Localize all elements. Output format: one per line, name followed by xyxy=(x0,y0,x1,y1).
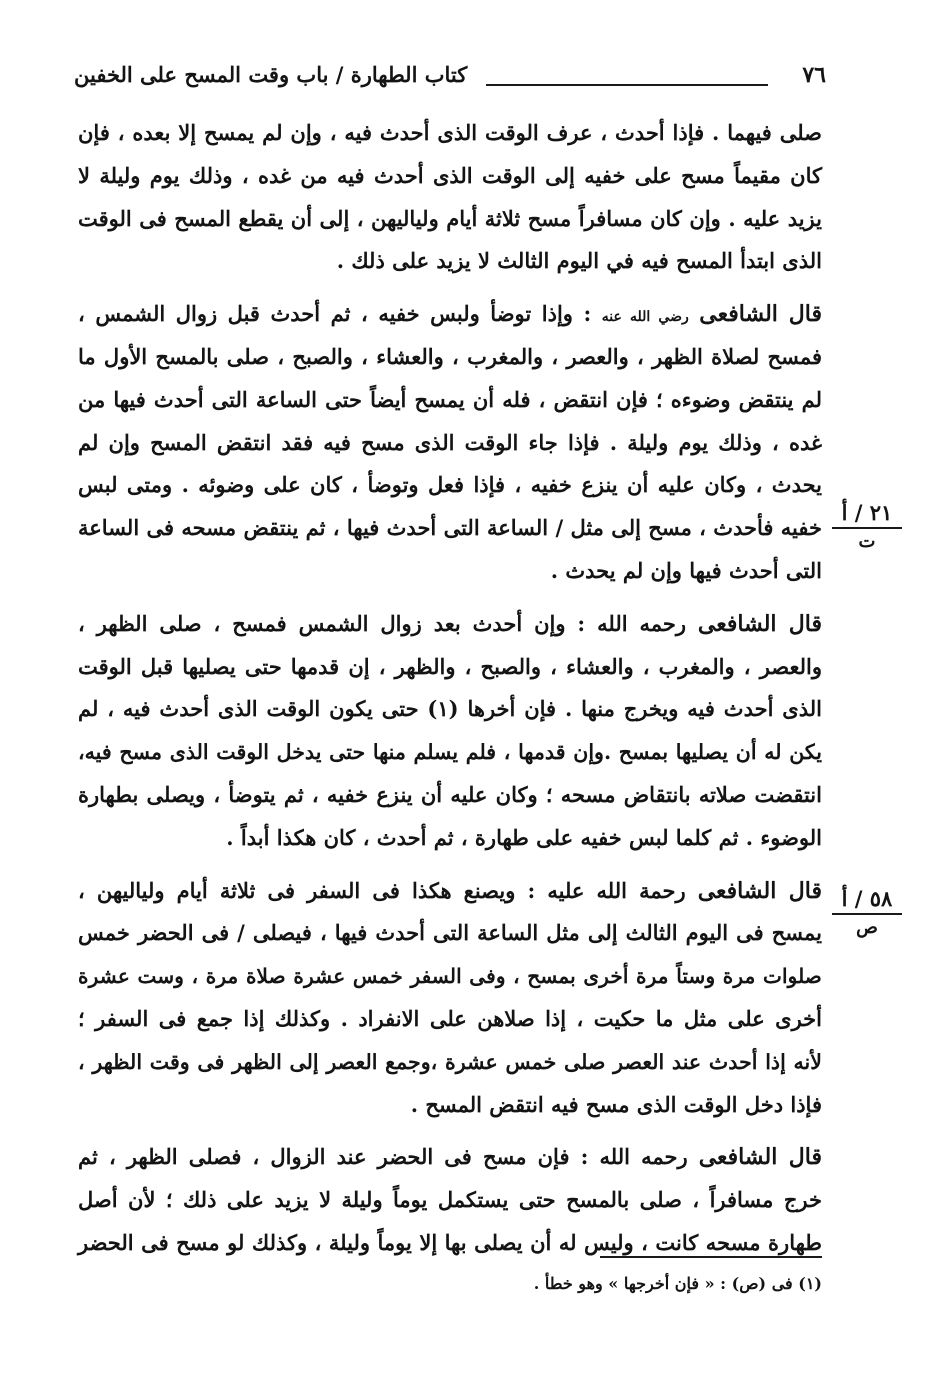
line-text: : ويصنع هكذا فى السفر فى ثلاثة أيام ولياليهن ، xyxy=(78,877,548,903)
text-line: خرج مسافراً ، صلى بالمسح حتى يستكمل يوماً وليلة لا يزيد على ذلك ؛ لأن أصل xyxy=(78,1187,822,1213)
speaker-label: قال الشافعى xyxy=(697,877,822,904)
text-line xyxy=(78,870,822,913)
text-line: الذى ابتدأ المسح فيه في اليوم الثالث لا يزيد على ذلك . xyxy=(336,248,822,274)
main-text xyxy=(78,112,822,1265)
text-line: خفيه فأحدث ، مسح إلى مثل / الساعة التى أحدث فيها ، ثم ينتقض مسحه فى الساعة xyxy=(78,515,822,541)
manuscript-folio: ٥٨ / أ xyxy=(832,886,902,915)
honorific: رحمة الله عليه xyxy=(547,877,686,903)
text-line: صلوات مرة وستاً مرة أخرى بمسح ، وفى السفر خمس عشرة صلاة مرة ، وست عشرة xyxy=(78,964,822,989)
line-text: : وإذا توضأ ولبس خفيه ، ثم أحدث قبل زوال الشمس ، xyxy=(78,301,602,327)
paragraph-4 xyxy=(78,870,822,1127)
text-line: يزيد عليه . وإن كان مسافراً مسح ثلاثة أيام ولياليهن ، إلى أن يقطع المسح فى الوقت xyxy=(78,205,822,231)
chapter-title: كتاب الطهارة / باب وقت المسح على الخفين xyxy=(74,62,468,87)
text-line: لأنه إذا أحدث عند العصر صلى خمس عشرة ،وجمع العصر إلى الظهر فى وقت الظهر ، xyxy=(78,1049,822,1074)
text-line: أخرى على مثل ما حكيت ، إذا صلاهن على الانفراد . وكذلك إذا جمع فى السفر ؛ xyxy=(78,1005,822,1031)
paragraph-5 xyxy=(78,1136,822,1264)
header-rule xyxy=(486,84,768,86)
text-line: فإذا دخل الوقت الذى مسح فيه انتقض المسح . xyxy=(410,1091,822,1117)
text-line: انتقضت صلاته بانتقاض مسحه ؛ وكان عليه أن ينزع خفيه ، ثم يتوضأ ، ويصلى بطهارة xyxy=(78,781,822,807)
page-number: ٧٦ xyxy=(802,62,826,88)
text-line: التى أحدث فيها وإن لم يحدث . xyxy=(550,557,822,583)
text-line: يحدث ، وكان عليه أن ينزع خفيه ، فإذا فعل وتوضأ ، كان على وضوئه . ومتى لبس xyxy=(78,472,822,498)
paragraph-3 xyxy=(78,603,822,860)
text-line: الذى أحدث فيه ويخرج منها . فإن أخرها (١) حتى يكون الوقت الذى أحدث فيه ، لم xyxy=(78,696,822,722)
paragraph-2 xyxy=(78,293,822,593)
paragraph-1 xyxy=(78,112,822,283)
text-line: والعصر ، والمغرب ، والعشاء ، والصبح ، والظهر ، إن قدمها حتى يصليها قبل الوقت xyxy=(78,653,823,679)
text-line xyxy=(78,1136,822,1179)
footnote-rule xyxy=(600,1256,822,1258)
margin-reference xyxy=(832,500,902,552)
text-line: يكن له أن يصليها بمسح .وإن قدمها ، فلم يسلم منها حتى يدخل الوقت الذى مسح فيه، xyxy=(78,740,822,765)
manuscript-siglum: ص xyxy=(856,917,878,938)
text-line: فمسح لصلاة الظهر ، والعصر ، والمغرب ، والعشاء ، والصبح ، صلى بالمسح الأول ما xyxy=(78,343,822,369)
text-line: لم ينتقض وضوءه ؛ فإن انتقض ، فله أن يمسح أيضاً حتى الساعة التى أحدث فيها من xyxy=(78,386,822,412)
speaker-label: قال الشافعى xyxy=(697,610,822,637)
line-text: : وإن أحدث بعد زوال الشمس فمسح ، صلى الظهر ، xyxy=(78,610,598,636)
speaker-label: قال الشافعى xyxy=(699,301,822,328)
margin-reference xyxy=(832,886,902,938)
text-line: غده ، وذلك يوم وليلة . فإذا جاء الوقت الذى مسح فيه فقد انتقض المسح وإن لم xyxy=(78,429,822,455)
honorific: رحمه الله xyxy=(597,610,686,636)
footnote: (١) فى (ص) : « فإن أخرجها » وهو خطأ . xyxy=(533,1274,822,1293)
text-line: الوضوء . ثم كلما لبس خفيه على طهارة ، ثم أحدث ، كان هكذا أبداً . xyxy=(226,824,822,850)
running-header xyxy=(74,58,826,98)
text-line: صلى فيهما . فإذا أحدث ، عرف الوقت الذى أحدث فيه ، وإن لم يمسح إلا بعده ، فإن xyxy=(78,120,822,145)
text-line xyxy=(78,603,822,646)
honorific: رحمه الله xyxy=(599,1144,688,1170)
speaker-label: قال الشافعى xyxy=(698,1144,823,1171)
text-line: يمسح فى اليوم الثالث إلى مثل الساعة التى أحدث فيها ، فيصلى / فى الحضر خمس xyxy=(78,920,822,946)
honorific: رضي الله عنه xyxy=(601,309,689,326)
manuscript-folio: ٢١ / أ xyxy=(832,500,902,529)
manuscript-siglum: ت xyxy=(858,531,876,552)
line-text: : فإن مسح فى الحضر عند الزوال ، فصلى الظهر ، ثم xyxy=(78,1144,600,1170)
text-line: كان مقيماً مسح على خفيه إلى الوقت الذى أحدث فيه من غده ، وذلك يوم وليلة لا xyxy=(78,162,822,188)
text-line: طهارة مسحه كانت ، وليس له أن يصلى بها إلا يوماً وليلة ، وكذلك لو مسح فى الحضر xyxy=(78,1229,822,1255)
text-line xyxy=(78,293,822,336)
